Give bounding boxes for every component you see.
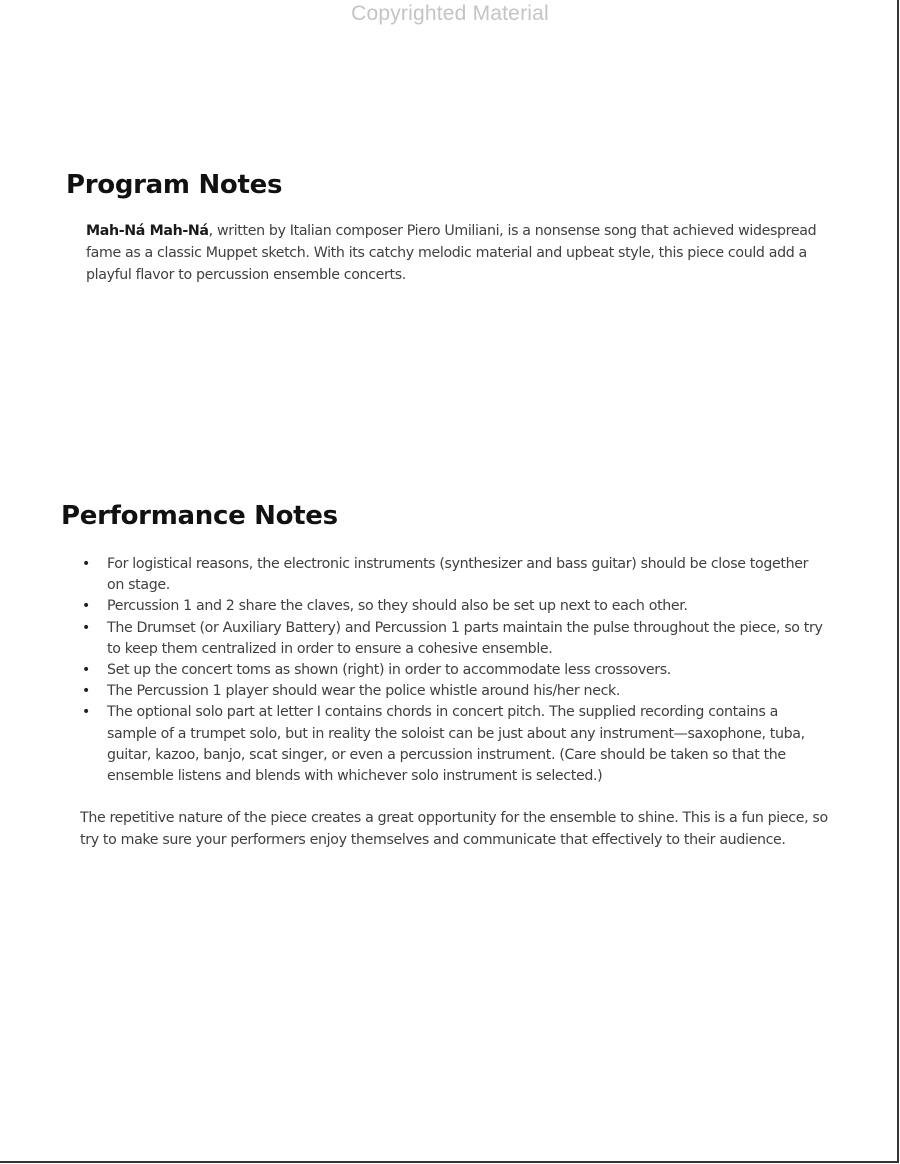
bullet: • — [82, 662, 90, 679]
performance-notes-heading: Performance Notes — [61, 501, 338, 531]
copyright-watermark: Copyrighted Material — [351, 2, 549, 25]
list-item — [80, 702, 825, 787]
list-item-text: Percussion 1 and 2 share the claves, so they should also be set up next to each other. — [107, 598, 688, 615]
list-item-text: The Drumset (or Auxiliary Battery) and Percussion 1 parts maintain the pulse throughout the piece, so try to keep them centralized in order to ensure a cohesive ensemble. — [107, 619, 823, 657]
list-item-text: For logistical reasons, the electronic instruments (synthesizer and bass guitar) should be close together on stage. — [107, 556, 809, 594]
program-notes-text: , written by Italian composer Piero Umiliani, is a nonsense song that achieved widespread fame as a classic Muppet sketch. With its catchy melodic material and upbeat style, this piece could add a playful flavor to percussion ensemble concerts. — [86, 223, 817, 283]
performance-notes-list — [80, 554, 825, 787]
piece-title: Mah-Ná Mah-Ná — [86, 223, 209, 239]
performance-closing-paragraph: The repetitive nature of the piece creates a great opportunity for the ensemble to shine. This is a fun piece, so try to make sure your performers enjoy themselves and communicate that effectively to their audience. — [80, 810, 828, 848]
bullet: • — [82, 683, 90, 700]
list-item — [80, 554, 825, 596]
program-notes-paragraph — [86, 220, 826, 286]
list-item-text: Set up the concert toms as shown (right) in order to accommodate less crossovers. — [107, 662, 671, 679]
list-item — [80, 596, 825, 617]
list-item — [80, 681, 825, 702]
bullet: • — [82, 598, 90, 615]
bullet: • — [82, 704, 90, 721]
program-notes-heading: Program Notes — [66, 170, 283, 200]
bullet: • — [82, 556, 90, 572]
list-item-text: The optional solo part at letter I contains chords in concert pitch. The supplied recording contains a sample of a trumpet solo, but in reality the soloist can be just about any instrument—saxophone, tuba, guitar, kazoo, banjo, scat singer, or even a percussion instrument. (Care should be taken so that the ensemble listens and blends with whichever solo instrument is selected.) — [107, 704, 805, 785]
list-item — [80, 660, 825, 681]
list-item — [80, 618, 825, 660]
list-item-text: The Percussion 1 player should wear the police whistle around his/her neck. — [107, 683, 621, 700]
bullet: • — [82, 619, 90, 636]
